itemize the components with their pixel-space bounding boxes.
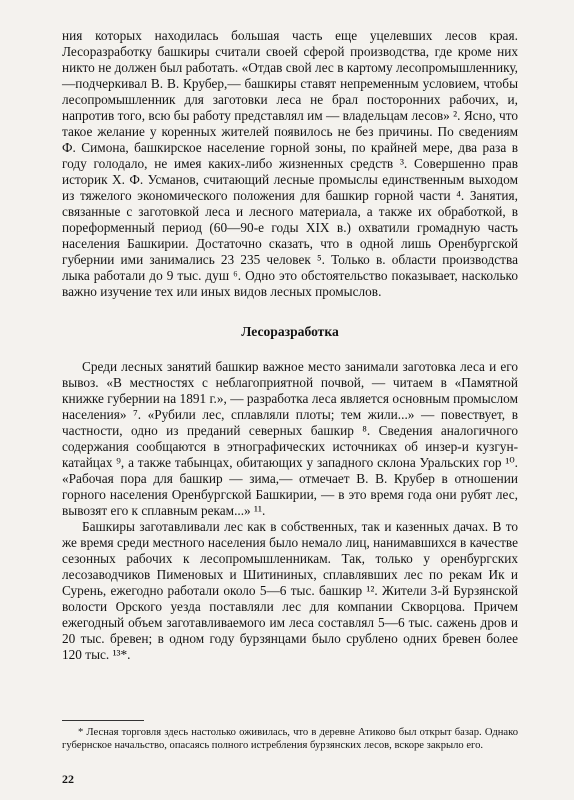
section-heading: Лесоразработка	[241, 324, 339, 339]
footnote: * Лесная торговля здесь настолько оживилась, что в деревне Атиково был открыт базар. Однако губернское начальство, опасаясь полного истребления бурзянских лесов, вскоре закрыло его.	[62, 727, 518, 752]
page-number: 22	[62, 772, 74, 786]
paragraph: Среди лесных занятий башкир важное место занимали заготовка леса и его вывоз. «В местностях с неблагоприятной почвой, — читаем в «Памятной книжке губернии на 1891 г.», — разработка леса является основным промыслом населения» ⁷. «Рубили лес, сплавляли плоты; тем жили...» — повествует, в частности, одно из преданий северных башкир ⁸. Сведения аналогичного содержания сообщаются в этнографических источниках об инзер-и кузгун-катайцах ⁹, а также табынцах, обитающих у западного склона Уральских гор ¹⁰. «Рабочая пора для башкир — зима,— отмечает В. В. Крубер в отношении горного населения Оренбургской Башкирии, — в это время года они рубят лес, вывозят его к сплавным рекам...» ¹¹.	[62, 359, 518, 518]
footnote-divider	[62, 720, 144, 721]
paragraph: Башкиры заготавливали лес как в собственных, так и казенных дачах. В то же время среди местного населения было немало лиц, нанимавшихся в качестве сезонных рабочих к лесопромышленникам. Так, только у оренбургских лесозаводчиков Пименовых и Шитининых, сплавлявших лес по рекам Ик и Сурень, ежегодно работали около 5—6 тыс. башкир ¹². Жители 3-й Бурзянской волости Орского уезда поставляли лес для компании Скворцова. Причем ежегодный объем заготавливаемого им леса составлял 5—6 тыс. сажень дров и 20 тыс. бревен; в одном году бурзянцами было срублено одних бревен более 120 тыс. ¹³*.	[62, 519, 518, 662]
main-text	[62, 28, 518, 663]
paragraph-continued: ния которых находилась большая часть еще уцелевших лесов края. Лесоразработку башкиры считали своей сферой производства, где кроме них никто не должен был работать. «Отдав свой лес в картому лесопромышленнику,—подчеркивал В. В. Крубер,— башкиры ставят непременным условием, чтобы лесопромышленник для заготовки леса не брал посторонних рабочих, и, напротив того, всю бы работу представлял им — владельцам лесов» ². Ясно, что такое желание у коренных жителей появилось не без причины. По сведениям Ф. Симона, башкирское население горной зоны, по крайней мере, два раза в году голодало, не имея каких-либо жизненных средств ³. Совершенно прав историк Х. Ф. Усманов, считающий лесные промыслы единственным выходом из тяжелого экономического положения для башкир горной части ⁴. Занятия, связанные с заготовкой леса и лесного материала, а также их обработкой, в пореформенный период (60—90-е годы XIX в.) охватили громадную часть населения Башкирии. Достаточно сказать, что в одной лишь Оренбургской губернии ими занимались 23 235 человек ⁵. Только в. области производства лыка работали до 9 тыс. душ ⁶. Одно это обстоятельство показывает, насколько важно изучение тех или иных видов лесных промыслов.	[62, 28, 518, 299]
